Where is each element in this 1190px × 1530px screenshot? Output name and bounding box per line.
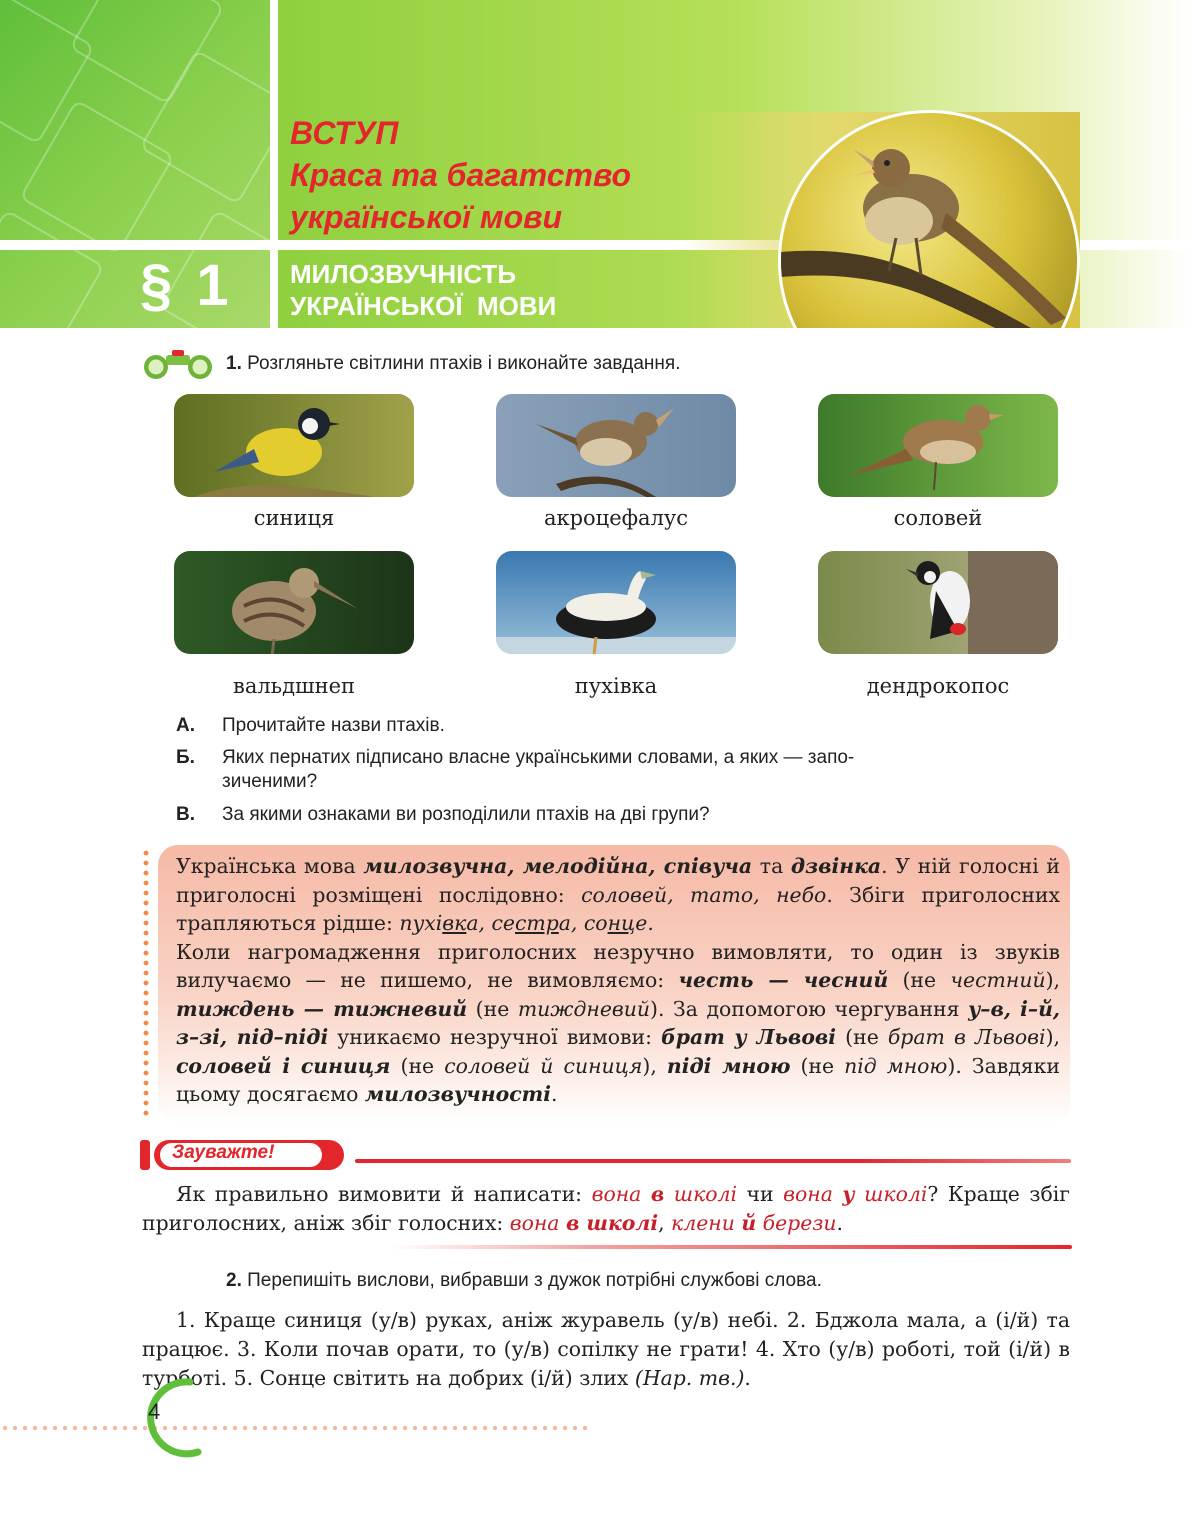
rule-text: Українська мова милозвучна, мелодійна, співуча та дзвінка. У ній голосні й приголосні розміщені послідовно: соловей, тато, небо. Збіги приголосних трапляються рідше: пухівка, сестра, сонце. Коли нагромадження приголосних незручно вимовляти, то один із звуків вилучаємо — не пишемо, не вимовляємо: честь — чесний (не честний), тиждень — тижневий (не тиждневий). За допомогою чергування у–в, і–й, з–зі, під–піді уникаємо незручної вимови: брат у Львові (не брат в Львові), соловей і синиця (не соловей й синиця), піді мною (не під мною). Завдяки цьому досягаємо милозвучності. [176,854,1061,1106]
bird-caption: вальдшнеп [233,674,355,698]
header-vertical-divider [270,0,278,328]
question-text: Яких пернатих підписано власне українськими словами, а яких — запо- зиченими? [222,747,855,792]
section-title-line: УКРАЇНСЬКОЇ МОВИ [290,291,557,321]
note-text: Як правильно вимовити й написати: вона в школі чи вона у школі? Краще збіг приголосних, аніж збіг голосних: вона в школі, клени й берези. [142,1182,1070,1235]
exercise-text: Розгляньте світлини птахів і виконайте завдання. [247,353,681,374]
woodpecker-photo [818,551,1058,654]
section-title [290,258,556,322]
bird-caption: дендрокопос [866,674,1010,698]
eider-photo [496,551,736,654]
binoculars-icon [142,350,214,380]
footer-dotted-line [0,1425,590,1431]
exercise-number: 2. [226,1270,242,1291]
section-number: § 1 [140,253,233,318]
question-letter: В. [176,804,195,825]
rule-dotted-border [143,848,149,1118]
question-letter: Б. [176,747,195,768]
question-text: Прочитайте назви птахів. [222,715,445,736]
intro-title [290,112,631,238]
intro-title-line: ВСТУП [290,115,399,151]
section-title-line: МИЛОЗВУЧНІСТЬ [290,259,517,289]
intro-title-line: Краса та багатство [290,157,632,193]
page-number-ring [128,1372,228,1472]
exercise-2-instruction [226,1270,822,1292]
bird-caption: соловей [893,506,983,530]
bird-caption: пухівка [574,674,658,698]
tit-photo [174,394,414,497]
note-bottom-line [390,1245,1072,1249]
exercise-number: 1. [226,353,242,374]
exercise-text: Перепишіть вислови, вибравши з дужок потрібні службові слова. [247,1270,822,1291]
note-label: Зауважте! [172,1142,275,1163]
question-text: За якими ознаками ви розподілили птахів на дві групи? [222,804,710,825]
intro-title-line: української мови [290,199,563,235]
question-letter: А. [176,715,195,736]
bird-caption: синиця [253,506,335,530]
exercise-1-instruction [226,353,680,375]
exercise-2-text: 1. Краще синиця (у/в) руках, аніж журавель (у/в) небі. 2. Бджола мала, а (і/й) та працює. 3. Коли почав орати, то (у/в) сопілку не грати! 4. Хто (у/в) роботі, той (і/й) в турботі. 5. Сонце світить на добрих (і/й) злих (Нар. тв.). [142,1308,1070,1390]
acrocephalus-photo [496,394,736,497]
page-number: 4 [148,1399,161,1424]
woodcock-photo [174,551,414,654]
nightingale-photo [818,394,1058,497]
bird-caption: акроцефалус [543,506,689,530]
note-top-line [355,1159,1071,1163]
